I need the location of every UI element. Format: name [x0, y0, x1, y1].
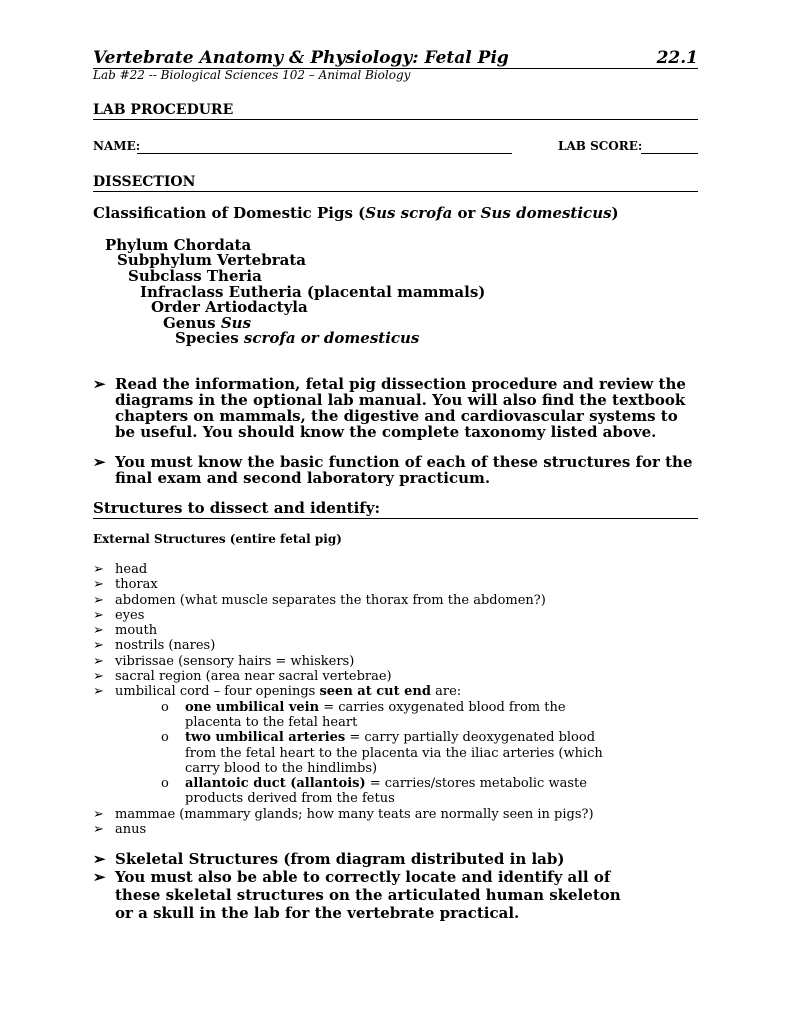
skeletal-section	[93, 850, 693, 922]
arrow-bullet-icon: ➢	[93, 850, 106, 868]
name-label: NAME:	[93, 139, 141, 153]
list-item-text: nostrils (nares)	[115, 638, 216, 654]
list-item	[93, 593, 693, 608]
external-structures-list	[93, 562, 693, 837]
list-item-text: mammae (mammary glands; how many teats are normally seen in pigs?)	[115, 806, 594, 822]
list-item	[93, 654, 693, 669]
instruction-read-text: Read the information, fetal pig dissection procedure and review the diagrams in the optional lab manual. You will also find the textbook chapters on mammals, the digestive and cardiovascular systems to be useful. You should know the complete taxonomy listed above.	[115, 375, 686, 441]
sub-item-text: = carries/stores metabolic waste products derived from the fetus	[185, 776, 587, 807]
list-item-text: sacral region (area near sacral vertebrae)	[115, 669, 392, 685]
title-row	[93, 48, 698, 69]
taxon-subphylum-label: Subphylum Vertebrata	[117, 251, 306, 269]
list-item-text: head	[115, 562, 148, 577]
document-subtitle: Lab #22 -- Biological Sciences 102 – Animal Biology	[93, 68, 411, 82]
arrow-bullet-icon: ➢	[93, 653, 104, 669]
classification-heading-pre: Classification of Domestic Pigs (	[93, 204, 366, 222]
list-item	[93, 623, 693, 638]
taxon-subclass-label: Subclass Theria	[128, 267, 262, 285]
species-sus-scrofa: Sus scrofa	[365, 204, 453, 222]
sub-item-term: allantoic duct (allantois)	[185, 776, 366, 792]
arrow-bullet-icon: ➢	[93, 453, 106, 471]
list-item	[93, 807, 693, 822]
page-number: 22.1	[656, 48, 698, 68]
circle-bullet-icon: o	[161, 730, 169, 746]
classification-heading-or: or	[452, 204, 481, 222]
arrow-bullet-icon: ➢	[93, 375, 106, 393]
list-item-text: thorax	[115, 577, 158, 593]
sub-list-item	[93, 700, 693, 731]
arrow-bullet-icon: ➢	[93, 806, 104, 822]
sub-item-term: two umbilical arteries	[185, 730, 346, 746]
arrow-bullet-icon: ➢	[93, 868, 106, 886]
taxon-phylum-label: Phylum Chordata	[105, 236, 252, 254]
list-item	[93, 822, 693, 837]
list-item	[93, 684, 693, 699]
sub-item-text: = carry partially deoxygenated blood from the fetal heart to the placenta via the iliac arteries (which carry blood to the hindlimbs)	[185, 730, 603, 776]
taxon-species	[175, 329, 419, 347]
lab-score-label: LAB SCORE:	[558, 139, 643, 153]
arrow-bullet-icon: ➢	[93, 607, 104, 623]
taxon-genus-name: Sus	[220, 314, 252, 332]
species-sus-domesticus: Sus domesticus	[480, 204, 612, 222]
external-structures-heading: External Structures (entire fetal pig)	[93, 532, 342, 546]
list-item-text: anus	[115, 822, 147, 838]
lab-score-blank-line	[641, 153, 698, 154]
skeletal-instruction: You must also be able to correctly locate and identify all of these skeletal structures on the articulated human skeleton or a skull in the lab for the vertebrate practical.	[115, 868, 621, 922]
arrow-bullet-icon: ➢	[93, 623, 104, 639]
list-item	[93, 638, 693, 653]
list-item-text: vibrissae (sensory hairs = whiskers)	[115, 653, 355, 669]
document-title: Vertebrate Anatomy & Physiology: Fetal Pig	[93, 48, 509, 68]
arrow-bullet-icon: ➢	[93, 592, 104, 608]
circle-bullet-icon: o	[161, 699, 169, 715]
instruction-know-text: You must know the basic function of each of these structures for the final exam and second laboratory practicum.	[115, 453, 693, 487]
list-item-text: eyes	[115, 607, 145, 623]
dissection-heading: DISSECTION	[93, 173, 698, 192]
sub-list-item	[93, 730, 693, 776]
arrow-bullet-icon: ➢	[93, 577, 104, 593]
list-item	[93, 608, 693, 623]
name-blank-line	[137, 153, 512, 154]
list-item-text: umbilical cord – four openings	[115, 684, 320, 700]
arrow-bullet-icon: ➢	[93, 562, 104, 577]
structures-heading: Structures to dissect and identify:	[93, 499, 698, 519]
list-item	[93, 669, 693, 684]
list-item-text: mouth	[115, 623, 158, 639]
instruction-read	[93, 376, 693, 440]
classification-heading	[93, 204, 619, 222]
sub-item-term: one umbilical vein	[185, 699, 320, 715]
list-item-emphasis: seen at cut end	[319, 684, 431, 700]
arrow-bullet-icon: ➢	[93, 822, 104, 838]
taxon-species-name: scrofa or domesticus	[243, 329, 420, 347]
classification-heading-post: )	[611, 204, 619, 222]
skeletal-heading: Skeletal Structures (from diagram distributed in lab)	[115, 850, 565, 868]
taxon-order-label: Order Artiodactyla	[151, 298, 308, 316]
taxon-infraclass-label: Infraclass Eutheria (placental mammals)	[140, 283, 486, 301]
arrow-bullet-icon: ➢	[93, 638, 104, 654]
arrow-bullet-icon: ➢	[93, 684, 104, 700]
list-item	[93, 577, 693, 592]
sub-item-text: = carries oxygenated blood from the placenta to the fetal heart	[185, 699, 566, 730]
taxon-species-label: Species	[175, 329, 244, 347]
arrow-bullet-icon: ➢	[93, 669, 104, 685]
instruction-know	[93, 454, 693, 486]
list-item-text: abdomen (what muscle separates the thorax from the abdomen?)	[115, 592, 546, 608]
list-item-text: are:	[430, 684, 462, 700]
lab-procedure-heading: LAB PROCEDURE	[93, 101, 698, 120]
list-item	[93, 562, 693, 577]
circle-bullet-icon: o	[161, 776, 169, 792]
taxon-genus-label: Genus	[163, 314, 221, 332]
sub-list-item	[93, 776, 693, 807]
